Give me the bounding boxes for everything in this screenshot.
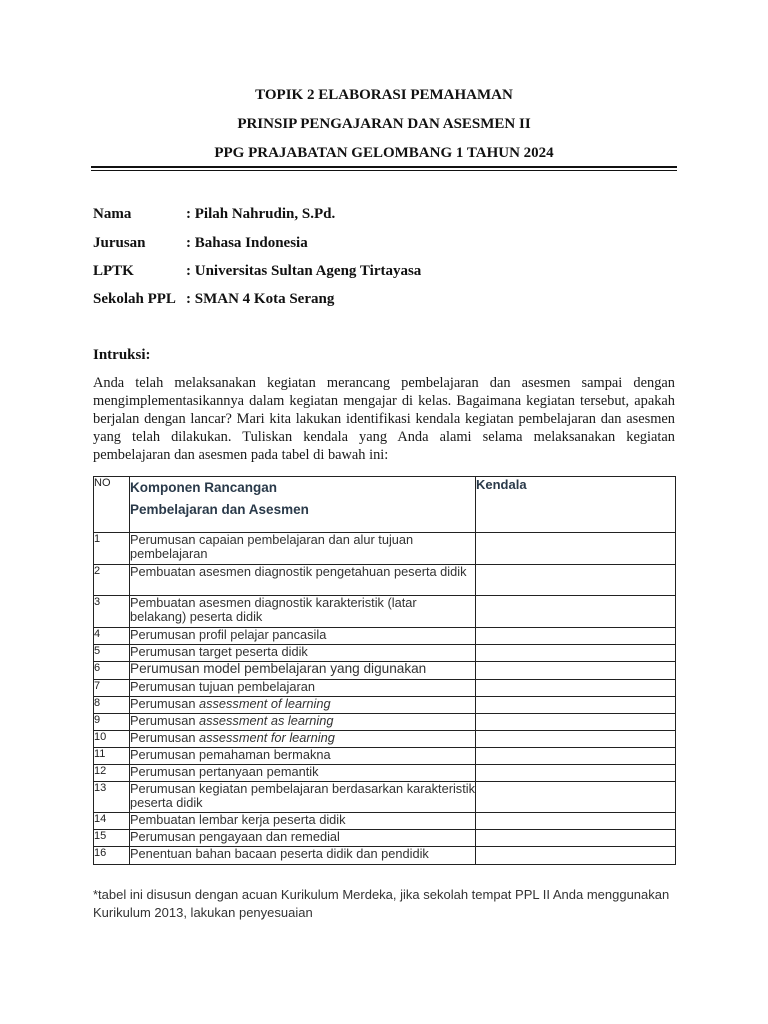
kendala-cell[interactable] — [476, 697, 676, 714]
komponen-text: Pembuatan asesmen diagnostik karakteristik (latar belakang) peserta didik — [130, 595, 417, 624]
table-row — [94, 680, 676, 697]
row-komponen — [130, 628, 476, 645]
komponen-italic-text: assessment for learning — [199, 730, 335, 745]
identity-row-lptk — [93, 263, 421, 280]
row-komponen — [130, 748, 476, 765]
title-rule-thick — [91, 166, 677, 168]
table-row — [94, 565, 676, 596]
title-line-3: PPG PRAJABATAN GELOMBANG 1 TAHUN 2024 — [214, 145, 554, 161]
identity-value: : Bahasa Indonesia — [186, 235, 308, 251]
row-number: 8 — [94, 697, 130, 714]
komponen-text: Perumusan profil pelajar pancasila — [130, 627, 327, 642]
kendala-cell[interactable] — [476, 830, 676, 847]
komponen-text: Pembuatan lembar kerja peserta didik — [130, 812, 346, 827]
header-komponen-line1: Komponen Rancangan — [130, 480, 278, 495]
row-komponen — [130, 697, 476, 714]
table-row — [94, 731, 676, 748]
kendala-cell[interactable] — [476, 847, 676, 865]
row-komponen — [130, 731, 476, 748]
kendala-cell[interactable] — [476, 782, 676, 813]
kendala-cell[interactable] — [476, 714, 676, 731]
kendala-cell[interactable] — [476, 765, 676, 782]
table-row — [94, 748, 676, 765]
identity-value: : Pilah Nahrudin, S.Pd. — [186, 206, 336, 222]
row-number: 13 — [94, 782, 130, 813]
identity-label: Jurusan — [93, 235, 146, 251]
row-number: 6 — [94, 662, 130, 680]
komponen-text: Perumusan — [130, 730, 199, 745]
table-row — [94, 628, 676, 645]
instructions-text: Anda telah melaksanakan kegiatan merancang pembelajaran dan asesmen sampai dengan mengimplementasikannya dalam kegiatan mengajar di kelas. Bagaimana kegiatan tersebut, apakah berjalan dengan lancar? Mari kita lakukan identifikasi kendala kegiatan pembelajaran dan asesmen yang telah dilakukan. Tuliskan kendala yang Anda alami selama melaksanakan kegiatan pembelajaran dan asesmen pada tabel di bawah ini: — [93, 375, 675, 463]
table-row — [94, 645, 676, 662]
kendala-cell[interactable] — [476, 748, 676, 765]
row-number: 5 — [94, 645, 130, 662]
row-komponen — [130, 680, 476, 697]
row-komponen — [130, 565, 476, 596]
footnote: *tabel ini disusun dengan acuan Kurikulum Merdeka, jika sekolah tempat PPL II Anda menggunakan Kurikulum 2013, lakukan penyesuaian — [93, 887, 670, 920]
header-no: NO — [94, 477, 130, 533]
table-row — [94, 830, 676, 847]
komponen-text: Perumusan pemahaman bermakna — [130, 747, 331, 762]
row-number: 10 — [94, 731, 130, 748]
kendala-cell[interactable] — [476, 533, 676, 565]
title-line-1: TOPIK 2 ELABORASI PEMAHAMAN — [255, 87, 513, 103]
row-number: 9 — [94, 714, 130, 731]
components-table — [93, 476, 676, 865]
table-row — [94, 813, 676, 830]
row-number: 16 — [94, 847, 130, 865]
identity-label: Sekolah PPL — [93, 291, 176, 307]
komponen-italic-text: assessment of learning — [199, 696, 331, 711]
kendala-cell[interactable] — [476, 731, 676, 748]
komponen-text: Perumusan pertanyaan pemantik — [130, 764, 319, 779]
table-row — [94, 596, 676, 628]
komponen-text: Perumusan capaian pembelajaran dan alur tujuan pembelajaran — [130, 532, 414, 561]
identity-label: LPTK — [93, 263, 134, 279]
row-komponen — [130, 813, 476, 830]
komponen-text: Perumusan model pembelajaran yang digunakan — [130, 661, 427, 676]
header-kendala: Kendala — [476, 477, 676, 533]
kendala-cell[interactable] — [476, 645, 676, 662]
row-number: 4 — [94, 628, 130, 645]
komponen-text: Penentuan bahan bacaan peserta didik dan pendidik — [130, 846, 429, 861]
row-komponen — [130, 533, 476, 565]
row-komponen — [130, 714, 476, 731]
komponen-text: Perumusan — [130, 713, 199, 728]
table-header-row — [94, 477, 676, 533]
row-number: 11 — [94, 748, 130, 765]
row-komponen — [130, 782, 476, 813]
table-row — [94, 782, 676, 813]
row-komponen — [130, 830, 476, 847]
komponen-text: Pembuatan asesmen diagnostik pengetahuan peserta didik — [130, 564, 467, 579]
row-komponen — [130, 847, 476, 865]
row-number: 12 — [94, 765, 130, 782]
kendala-cell[interactable] — [476, 596, 676, 628]
row-komponen — [130, 645, 476, 662]
komponen-text: Perumusan tujuan pembelajaran — [130, 679, 315, 694]
komponen-italic-text: assessment as learning — [199, 713, 334, 728]
identity-value: : Universitas Sultan Ageng Tirtayasa — [186, 263, 422, 279]
table-row — [94, 697, 676, 714]
table-row — [94, 765, 676, 782]
komponen-text: Perumusan — [130, 696, 199, 711]
row-number: 14 — [94, 813, 130, 830]
komponen-text: Perumusan pengayaan dan remedial — [130, 829, 340, 844]
title-line-2: PRINSIP PENGAJARAN DAN ASESMEN II — [237, 116, 531, 132]
kendala-cell[interactable] — [476, 628, 676, 645]
row-number: 7 — [94, 680, 130, 697]
row-komponen — [130, 596, 476, 628]
identity-row-sekolah — [93, 291, 334, 308]
row-number: 2 — [94, 565, 130, 596]
instructions-heading: Intruksi: — [93, 347, 151, 363]
identity-label: Nama — [93, 206, 132, 222]
table-row — [94, 714, 676, 731]
header-komponen — [130, 477, 476, 533]
komponen-text: Perumusan target peserta didik — [130, 644, 308, 659]
identity-value: : SMAN 4 Kota Serang — [186, 291, 335, 307]
komponen-text: Perumusan kegiatan pembelajaran berdasarkan karakteristik peserta didik — [130, 781, 475, 810]
identity-row-nama — [93, 206, 335, 223]
table-row — [94, 847, 676, 865]
kendala-cell[interactable] — [476, 662, 676, 680]
kendala-cell[interactable] — [476, 680, 676, 697]
kendala-cell[interactable] — [476, 565, 676, 596]
row-komponen — [130, 662, 476, 680]
table-row — [94, 662, 676, 680]
table-row — [94, 533, 676, 565]
identity-row-jurusan — [93, 235, 308, 252]
row-number: 15 — [94, 830, 130, 847]
kendala-cell[interactable] — [476, 813, 676, 830]
title-rule-thin — [91, 170, 677, 171]
header-komponen-line2: Pembelajaran dan Asesmen — [130, 502, 309, 517]
row-number: 1 — [94, 533, 130, 565]
row-komponen — [130, 765, 476, 782]
row-number: 3 — [94, 596, 130, 628]
